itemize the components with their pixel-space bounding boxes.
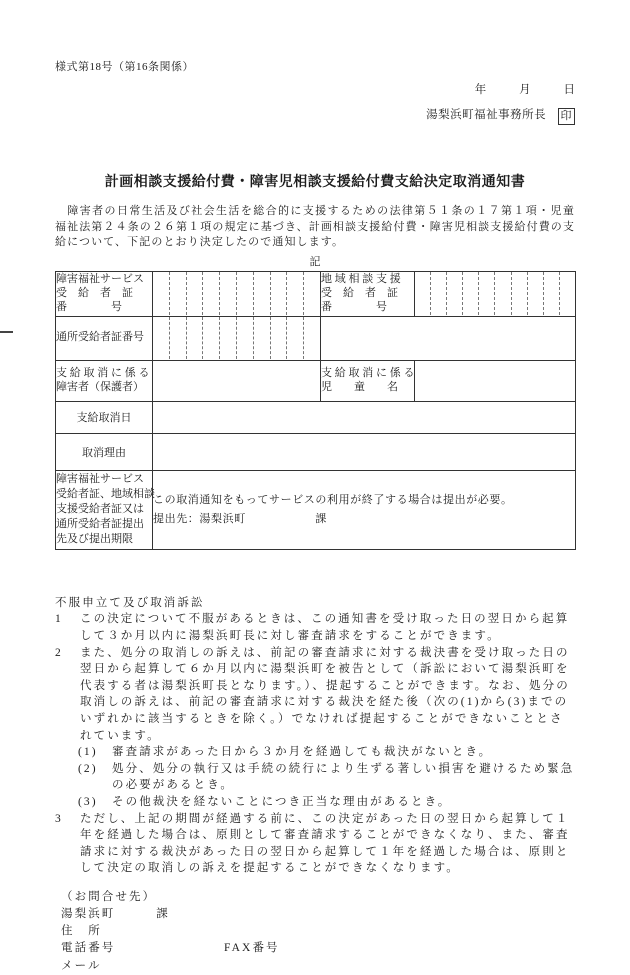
service-certificate-number-field[interactable]	[153, 271, 321, 316]
digit-box	[286, 272, 303, 315]
cancelled-child-name-label: 支 給 取 消 に 係 る 児 童 名	[321, 360, 415, 401]
appeal-item-text: ただし、上記の期間が経過する前に、この決定があった日の翌日から起算して１年を経過した場合は、原則として審査請求することができなくなり、また、審査請求に対する裁決があった日の翌日から起算して１年を経過した場合は、原則として決定の取消しの訴えを提起することができなくなります。	[80, 812, 570, 875]
contact-office-line: 湯梨浜町 課	[61, 908, 170, 921]
appeal-subitem-number: (1)	[78, 746, 98, 759]
cancelled-person-field[interactable]	[153, 360, 321, 401]
digit-box	[219, 272, 236, 315]
digit-box	[236, 272, 253, 315]
digit-box	[511, 272, 527, 315]
cancellation-date-label: 支給取消日	[56, 401, 153, 433]
digit-box	[270, 317, 287, 359]
appeal-item-text: また、処分の取消しの訴えは、前記の審査請求に対する裁決書を受け取った日の翌日から起算して６か月以内に湯梨浜町を被告として（訴訟において湯梨浜町を代表する者は湯梨浜町長となります。）、提起することができます。なお、処分の取消しの訴えは、前記の審査請求に対する裁決を経た後（次の(1)から(3)までのいずれかに該当するときを除く。）でなければ提起することができないこととされています。	[80, 646, 570, 742]
digit-boxes	[153, 272, 320, 315]
digit-box	[153, 272, 169, 315]
month-label: 月	[519, 84, 531, 96]
digit-box	[202, 272, 219, 315]
contact-phone-row	[61, 940, 575, 957]
submission-note-line2: 提出先：湯梨浜町 課	[153, 512, 327, 525]
digit-box	[543, 272, 559, 315]
submission-note-line1: この取消通知をもってサービスの利用が終了する場合は提出が必要。	[153, 493, 513, 506]
regional-consult-certificate-number-field[interactable]	[415, 271, 576, 316]
cancellation-date-field[interactable]	[153, 401, 576, 433]
table-row-cancellation-date	[56, 401, 576, 433]
digit-box	[303, 317, 320, 359]
commute-certificate-number-label: 通所受給者証番号	[56, 316, 153, 360]
day-label: 日	[563, 84, 575, 96]
digit-box	[202, 317, 219, 359]
digit-box	[559, 272, 575, 315]
contact-mail-label: メール	[61, 959, 102, 972]
contact-address-label: 住 所	[61, 925, 102, 938]
appeal-item-1	[55, 611, 575, 644]
digit-box	[415, 272, 430, 315]
left-edge-fold-mark	[0, 331, 13, 333]
appeal-item-number: 3	[55, 812, 63, 825]
cancelled-child-name-field[interactable]	[415, 360, 576, 401]
digit-box	[478, 272, 494, 315]
appeal-item-2	[55, 645, 575, 745]
ki-heading: 記	[309, 255, 321, 268]
appeal-subitem-2	[55, 761, 575, 794]
digit-box	[169, 317, 186, 359]
digit-box	[270, 272, 287, 315]
decision-table	[55, 271, 576, 550]
digit-box	[446, 272, 462, 315]
contact-section	[55, 889, 575, 975]
issuer-title: 湯梨浜町福祉事務所長	[426, 109, 547, 121]
table-row-commute-certificate	[56, 316, 576, 360]
contact-tel-label: 電話番号	[61, 942, 116, 955]
table-row-certificate-numbers	[56, 271, 576, 316]
digit-boxes	[153, 317, 320, 359]
appeal-subitem-number: (2)	[78, 762, 98, 775]
submission-note-cell	[153, 470, 576, 549]
digit-box	[169, 272, 186, 315]
digit-box	[253, 317, 270, 359]
date-line	[55, 81, 575, 97]
contact-heading: （お問合せ先）	[61, 890, 157, 903]
cancelled-person-label: 支 給 取 消 に 係 る 障害者（保護者）	[56, 360, 153, 401]
appeal-subitem-text: 処分、処分の執行又は手続の続行により生ずる著しい損害を避けるため緊急の必要があるとき。	[112, 762, 575, 792]
digit-box	[236, 317, 253, 359]
intro-paragraph: 障害者の日常生活及び社会生活を総合的に支援するための法律第５１条の１７第１項・児童福祉法第２４条の２６第１項の規定に基づき、計画相談支援給付費・障害児相談支援給付費の支給について、下記のとおり決定したので通知します。	[55, 205, 575, 249]
appeal-item-number: 1	[55, 613, 63, 626]
digit-box	[527, 272, 543, 315]
seal-placeholder-box: 印	[558, 108, 576, 125]
appeal-section	[55, 595, 575, 877]
issuer-line	[55, 106, 575, 125]
digit-box	[253, 272, 270, 315]
cancellation-reason-label: 取消理由	[56, 433, 153, 470]
contact-fax-label: FAX番号	[224, 942, 280, 955]
table-row-person-names	[56, 360, 576, 401]
appeal-subitem-1	[55, 744, 575, 761]
empty-cell	[321, 316, 576, 360]
cancellation-reason-field[interactable]	[153, 433, 576, 470]
appeal-subitem-number: (3)	[78, 795, 98, 808]
digit-box	[153, 317, 169, 359]
digit-box	[186, 272, 203, 315]
digit-box	[303, 272, 320, 315]
year-label: 年	[474, 84, 487, 96]
digit-box	[186, 317, 203, 359]
document-title: 計画相談支援給付費・障害児相談支援給付費支給決定取消通知書	[104, 175, 526, 190]
certificate-submission-label: 障害福祉サービス 受給者証、地域相談 支援受給者証又は 通所受給者証提出 先及び提出期限	[56, 470, 153, 549]
service-certificate-number-label: 障害福祉サービス 受 給 者 証 番 号	[56, 271, 153, 316]
appeal-subitem-text: 審査請求があった日から３か月を経過しても裁決がないとき。	[112, 746, 493, 759]
digit-box	[462, 272, 478, 315]
appeal-subitem-3	[55, 794, 575, 811]
table-row-cancellation-reason	[56, 433, 576, 470]
digit-box	[286, 317, 303, 359]
appeal-item-number: 2	[55, 646, 63, 659]
digit-box	[219, 317, 236, 359]
appeal-subitem-text: その他裁決を経ないことにつき正当な理由があるとき。	[112, 795, 452, 808]
form-number: 様式第18号（第16条関係）	[55, 61, 194, 73]
digit-box	[430, 272, 446, 315]
digit-boxes	[415, 272, 575, 315]
commute-certificate-number-field[interactable]	[153, 316, 321, 360]
appeal-heading: 不服申立て及び取消訴訟	[55, 596, 205, 609]
appeal-item-text: この決定について不服があるときは、この通知書を受け取った日の翌日から起算して３か月以内に湯梨浜町長に対し審査請求をすることができます。	[80, 613, 570, 642]
digit-box	[494, 272, 510, 315]
table-row-submission	[56, 470, 576, 549]
appeal-item-3	[55, 811, 575, 877]
regional-consult-certificate-number-label: 地 域 相 談 支 援 受 給 者 証 番 号	[321, 271, 415, 316]
